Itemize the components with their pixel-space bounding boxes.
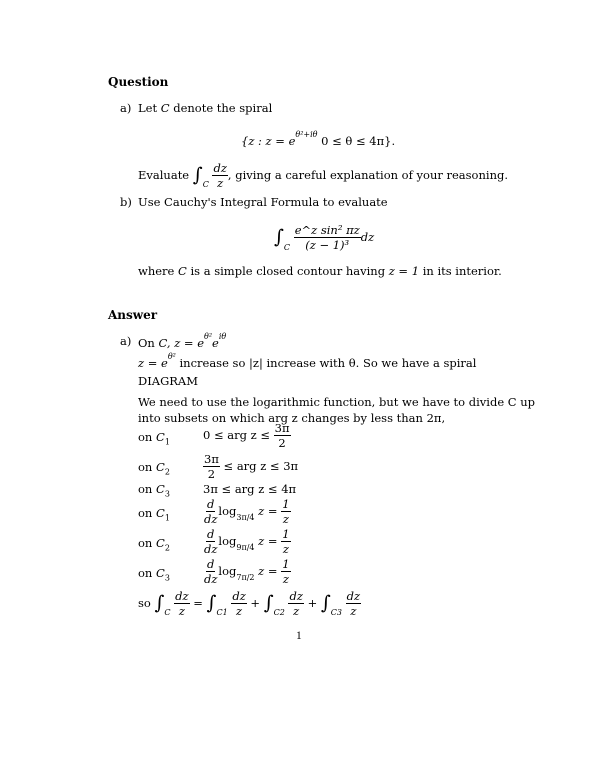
question-b-where: where C is a simple closed contour having z = 1 in its interior. <box>138 264 502 278</box>
integral-sign: ∫ <box>274 226 284 249</box>
answer-a-label: a) <box>120 334 132 348</box>
integral-sign: ∫ <box>192 164 203 187</box>
question-b-text: Use Cauchy's Integral Formula to evaluate <box>138 195 388 209</box>
integral-split-equation: so $\int_C$ $\frac{dz}{z}$ = $\int_{C1}$ $\frac{dz}{z}$ + $\int_{C2}$ $\frac{dz}{z}$ + $\int_{C3}$ $\frac{dz}{z}$ <box>138 589 361 619</box>
log-c3-label: on $C_3$ <box>138 566 170 583</box>
log-c1-label: on $C_1$ <box>138 506 170 523</box>
log-c2-label: on $C_2$ <box>138 536 170 553</box>
region-c3-range: 3π ≤ arg z ≤ 4π <box>203 482 297 496</box>
answer-heading: Answer <box>108 308 158 322</box>
paragraph-line-1: We need to use the logarithmic function, but we have to divide C up <box>138 395 536 409</box>
question-a-evaluate: Evaluate $\int_C$ $\frac{dz}{z}$ , giving a careful explanation of your reasoning. <box>138 161 508 191</box>
question-a-intro: Let C denote the spiral <box>138 101 273 115</box>
question-b-label: b) <box>120 195 132 209</box>
question-heading: Question <box>108 75 169 89</box>
log-c2-derivative: $\frac{d}{dz}$ $\log_{9\pi/4} z$ = $\frac{1}{z}$ <box>204 527 290 557</box>
region-c2-label: on $C_2$ <box>138 460 170 477</box>
answer-line-1: On C, $z = e^{\theta^2}e^{i\theta}$ <box>138 332 227 350</box>
region-c3-label: on $C_3$ <box>138 482 170 499</box>
diagram-placeholder: DIAGRAM <box>138 374 198 388</box>
spiral-set-definition: {z : $z = e^{\theta^2+i\theta}$ 0 ≤ θ ≤ 4π}. <box>241 130 396 148</box>
region-c1-label: on $C_1$ <box>138 430 170 447</box>
region-c1-range: 0 ≤ arg z ≤ $\frac{3\pi}{2}$ <box>203 421 290 451</box>
answer-line-2: $z = e^{\theta^2}$ increase so |z| increase with θ. So we have a spiral <box>138 352 477 370</box>
log-c3-derivative: $\frac{d}{dz}$ $\log_{7\pi/2} z$ = $\frac{1}{z}$ <box>204 557 290 587</box>
cauchy-integral: $\int_C$ $\frac{\text{e\textasciicircum{}z sin² πz}}{\text{(z − 1)³}}$ dz <box>274 223 375 253</box>
log-c1-derivative: $\frac{d}{dz}$ $\log_{3\pi/4} z$ = $\frac{1}{z}$ <box>204 497 290 527</box>
page-number: 1 <box>296 630 302 642</box>
paragraph-line-2: into subsets on which arg z changes by less than 2π, <box>138 411 446 425</box>
question-a-label: a) <box>120 101 132 115</box>
region-c2-range: $\frac{3\pi}{2}$ ≤ arg z ≤ 3π <box>204 452 299 482</box>
